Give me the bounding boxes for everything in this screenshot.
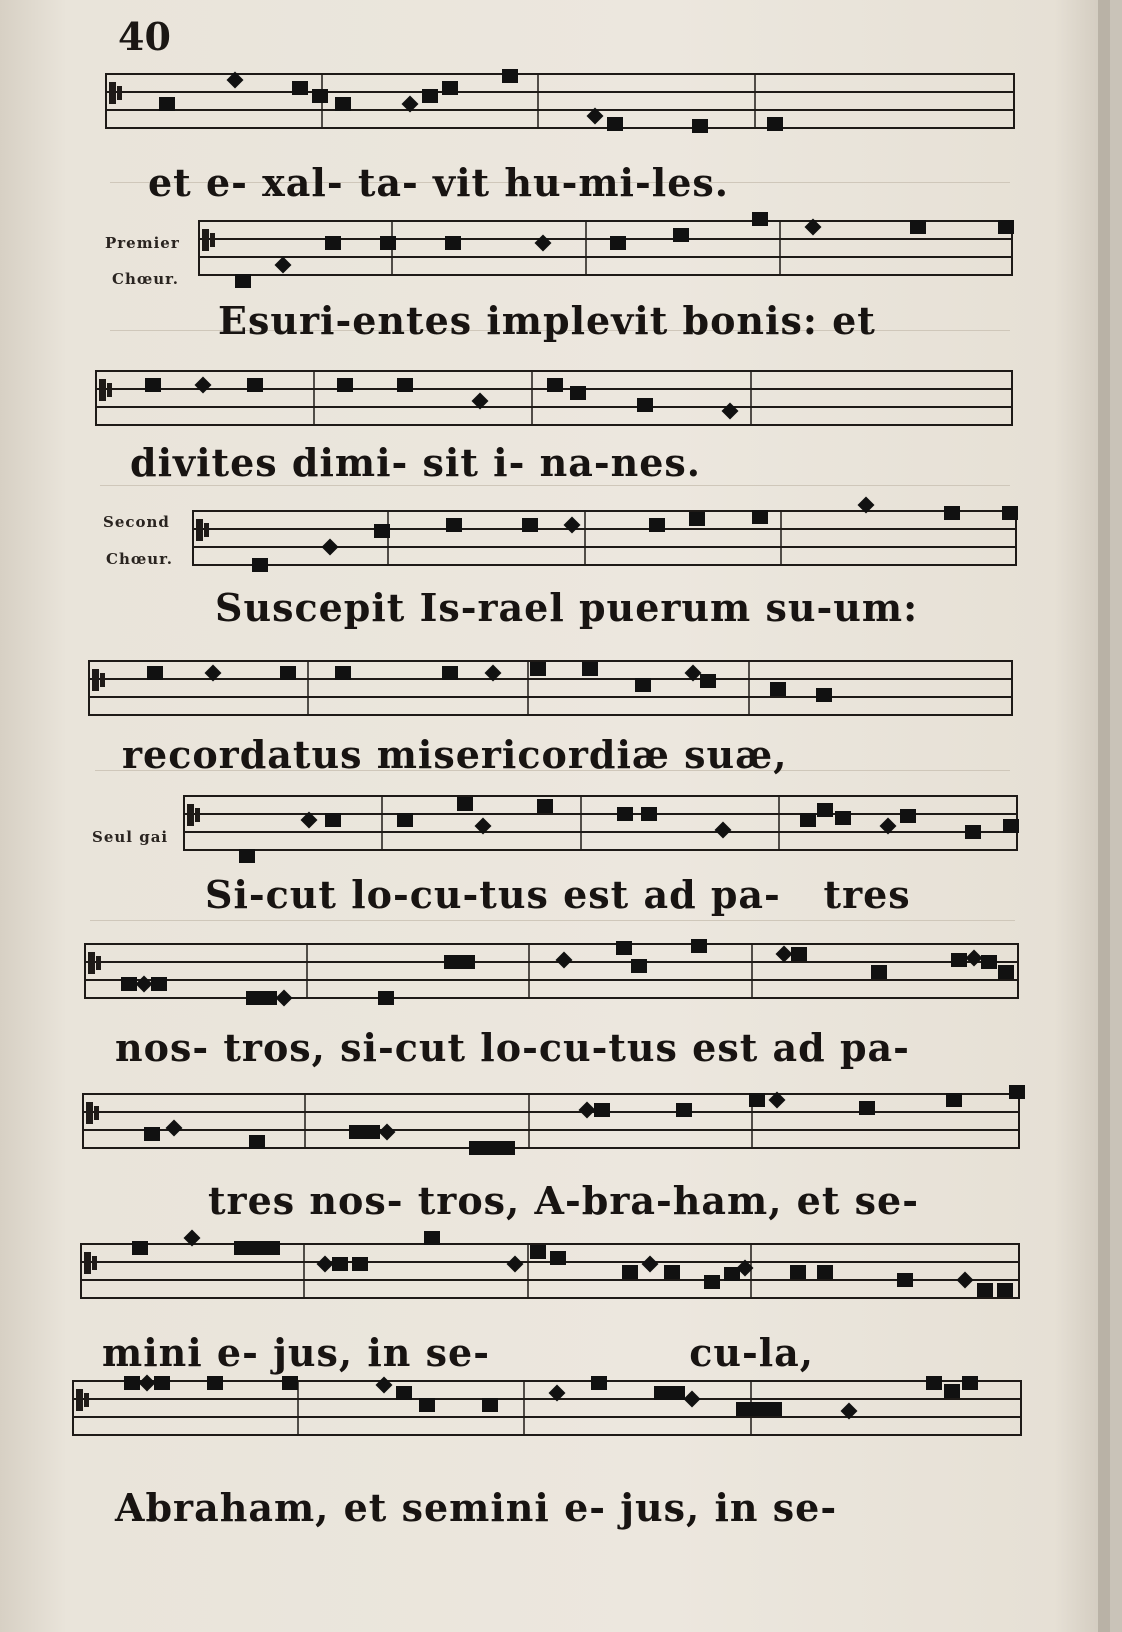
square-note <box>692 119 708 133</box>
square-note <box>926 1376 942 1390</box>
square-note <box>616 941 632 955</box>
rhombus-note <box>136 976 153 993</box>
ruling-line <box>90 920 1015 921</box>
square-note <box>669 1386 685 1400</box>
square-note <box>981 955 997 969</box>
c-clef-icon <box>204 523 209 537</box>
lyric-line-8: tres nos- tros, A-bra-ham, et se- <box>208 1178 919 1223</box>
square-note <box>766 1402 782 1416</box>
rhombus-note <box>322 539 339 556</box>
staff <box>95 365 1013 435</box>
c-clef-icon <box>92 669 99 691</box>
square-note <box>444 955 460 969</box>
rhombus-note <box>957 1272 974 1289</box>
square-note <box>499 1141 515 1155</box>
choir-label: Chœur. <box>106 550 173 568</box>
square-note <box>312 89 328 103</box>
square-note <box>325 813 341 827</box>
square-note <box>871 965 887 979</box>
ruling-line <box>100 485 1010 486</box>
square-note <box>397 378 413 392</box>
square-note <box>816 688 832 702</box>
square-note <box>151 977 167 991</box>
choir-label: Second <box>103 513 170 531</box>
square-note <box>446 518 462 532</box>
square-note <box>649 518 665 532</box>
square-note <box>424 1231 440 1245</box>
square-note <box>132 1241 148 1255</box>
rhombus-note <box>715 822 732 839</box>
rhombus-note <box>379 1124 396 1141</box>
square-note <box>364 1125 380 1139</box>
square-note <box>249 1241 265 1255</box>
c-clef-icon <box>109 82 116 104</box>
square-note <box>610 236 626 250</box>
square-note <box>442 81 458 95</box>
square-note <box>261 991 277 1005</box>
square-note <box>124 1376 140 1390</box>
square-note <box>469 1141 485 1155</box>
square-note <box>397 813 413 827</box>
square-note <box>349 1125 365 1139</box>
square-note <box>378 991 394 1005</box>
square-note <box>962 1376 978 1390</box>
square-note <box>749 1093 765 1107</box>
rhombus-note <box>166 1120 183 1137</box>
square-note <box>325 236 341 250</box>
square-note <box>380 236 396 250</box>
rhombus-note <box>684 1391 701 1408</box>
c-clef-icon <box>99 379 106 401</box>
square-note <box>591 1376 607 1390</box>
c-clef-icon <box>92 1256 97 1270</box>
square-note <box>752 510 768 524</box>
staff <box>183 790 1018 860</box>
square-note <box>897 1273 913 1287</box>
square-note <box>422 89 438 103</box>
rhombus-note <box>275 257 292 274</box>
square-note <box>1009 1085 1025 1099</box>
square-note <box>234 1241 250 1255</box>
square-note <box>944 506 960 520</box>
square-note <box>282 1376 298 1390</box>
square-note <box>951 953 967 967</box>
rhombus-note <box>966 950 983 967</box>
c-clef-icon <box>202 229 209 251</box>
square-note <box>280 666 296 680</box>
rhombus-note <box>642 1256 659 1273</box>
c-clef-icon <box>195 808 200 822</box>
square-note <box>239 849 255 863</box>
rhombus-note <box>376 1377 393 1394</box>
square-note <box>419 1398 435 1412</box>
page-number: 40 <box>118 14 171 59</box>
square-note <box>673 228 689 242</box>
choir-label: Chœur. <box>112 270 179 288</box>
square-note <box>484 1141 500 1155</box>
rhombus-note <box>507 1256 524 1273</box>
c-clef-icon <box>96 956 101 970</box>
square-note <box>751 1402 767 1416</box>
rhombus-note <box>195 377 212 394</box>
c-clef-icon <box>187 804 194 826</box>
square-note <box>691 939 707 953</box>
staff <box>84 938 1019 1008</box>
square-note <box>998 965 1014 979</box>
c-clef-icon <box>84 1252 91 1274</box>
square-note <box>859 1101 875 1115</box>
square-note <box>530 1245 546 1259</box>
square-note <box>977 1283 993 1297</box>
square-note <box>582 662 598 676</box>
lyric-line-10: Abraham, et semini e- jus, in se- <box>115 1485 838 1530</box>
square-note <box>946 1093 962 1107</box>
c-clef-icon <box>76 1389 83 1411</box>
square-note <box>664 1265 680 1279</box>
square-note <box>622 1265 638 1279</box>
square-note <box>635 678 651 692</box>
square-note <box>637 398 653 412</box>
square-note <box>145 378 161 392</box>
c-clef-icon <box>196 519 203 541</box>
c-clef-icon <box>117 86 122 100</box>
square-note <box>752 212 768 226</box>
square-note <box>292 81 308 95</box>
square-note <box>337 378 353 392</box>
square-note <box>631 959 647 973</box>
staff <box>82 1088 1020 1158</box>
square-note <box>724 1267 740 1281</box>
square-note <box>998 220 1014 234</box>
staff <box>105 68 1015 138</box>
square-note <box>550 1251 566 1265</box>
square-note <box>835 811 851 825</box>
square-note <box>997 1283 1013 1297</box>
square-note <box>457 797 473 811</box>
square-note <box>445 236 461 250</box>
staff <box>192 505 1017 575</box>
square-note <box>147 666 163 680</box>
choir-label: Premier <box>105 234 180 252</box>
c-clef-icon <box>210 233 215 247</box>
square-note <box>442 666 458 680</box>
c-clef-icon <box>86 1102 93 1124</box>
rhombus-note <box>564 517 581 534</box>
lyric-line-5: recordatus misericordiæ suæ, <box>122 732 788 777</box>
square-note <box>965 825 981 839</box>
square-note <box>700 674 716 688</box>
square-note <box>910 220 926 234</box>
c-clef-icon <box>88 952 95 974</box>
lyric-line-6: Si-cut lo-cu-tus est ad pa- tres <box>205 872 911 917</box>
square-note <box>374 524 390 538</box>
square-note <box>352 1257 368 1271</box>
square-note <box>459 955 475 969</box>
square-note <box>900 809 916 823</box>
c-clef-icon <box>100 673 105 687</box>
square-note <box>767 117 783 131</box>
rhombus-note <box>139 1375 156 1392</box>
square-note <box>522 518 538 532</box>
staff <box>198 215 1013 285</box>
square-note <box>676 1103 692 1117</box>
square-note <box>144 1127 160 1141</box>
square-note <box>817 803 833 817</box>
square-note <box>791 947 807 961</box>
square-note <box>944 1384 960 1398</box>
square-note <box>249 1135 265 1149</box>
square-note <box>332 1257 348 1271</box>
lyric-line-4: Suscepit Is-rael puerum su-um: <box>215 585 919 630</box>
c-clef-icon <box>94 1106 99 1120</box>
c-clef-icon <box>84 1393 89 1407</box>
page-edge <box>1098 0 1110 1632</box>
square-note <box>335 97 351 111</box>
square-note <box>247 378 263 392</box>
square-note <box>396 1386 412 1400</box>
square-note <box>790 1265 806 1279</box>
lyric-line-7: nos- tros, si-cut lo-cu-tus est ad pa- <box>115 1025 910 1070</box>
square-note <box>617 807 633 821</box>
rhombus-note <box>317 1256 334 1273</box>
square-note <box>817 1265 833 1279</box>
rhombus-note <box>722 403 739 420</box>
square-note <box>482 1398 498 1412</box>
square-note <box>502 69 518 83</box>
square-note <box>704 1275 720 1289</box>
c-clef-icon <box>107 383 112 397</box>
soloist-label: Seul gai <box>92 828 169 846</box>
staff <box>88 655 1013 725</box>
lyric-line-9: mini e- jus, in se- cu-la, <box>102 1330 815 1375</box>
square-note <box>607 117 623 131</box>
square-note <box>736 1402 752 1416</box>
rhombus-note <box>276 990 293 1007</box>
square-note <box>654 1386 670 1400</box>
rhombus-note <box>579 1102 596 1119</box>
square-note <box>1002 506 1018 520</box>
square-note <box>641 807 657 821</box>
square-note <box>1003 819 1019 833</box>
square-note <box>335 666 351 680</box>
square-note <box>570 386 586 400</box>
lyric-line-1: et e- xal- ta- vit hu-mi-les. <box>148 160 730 205</box>
square-note <box>159 97 175 111</box>
square-note <box>246 991 262 1005</box>
lyric-line-2: Esuri-entes implevit bonis: et <box>218 298 876 343</box>
staff <box>72 1375 1022 1455</box>
rhombus-note <box>556 952 573 969</box>
lyric-line-3: divites dimi- sit i- na-nes. <box>130 440 702 485</box>
square-note <box>154 1376 170 1390</box>
square-note <box>770 682 786 696</box>
rhombus-note <box>776 946 793 963</box>
square-note <box>264 1241 280 1255</box>
square-note <box>235 274 251 288</box>
square-note <box>207 1376 223 1390</box>
square-note <box>537 799 553 813</box>
square-note <box>594 1103 610 1117</box>
staff <box>80 1238 1020 1308</box>
square-note <box>800 813 816 827</box>
square-note <box>547 378 563 392</box>
square-note <box>252 558 268 572</box>
square-note <box>689 512 705 526</box>
square-note <box>530 662 546 676</box>
square-note <box>121 977 137 991</box>
rhombus-note <box>535 235 552 252</box>
